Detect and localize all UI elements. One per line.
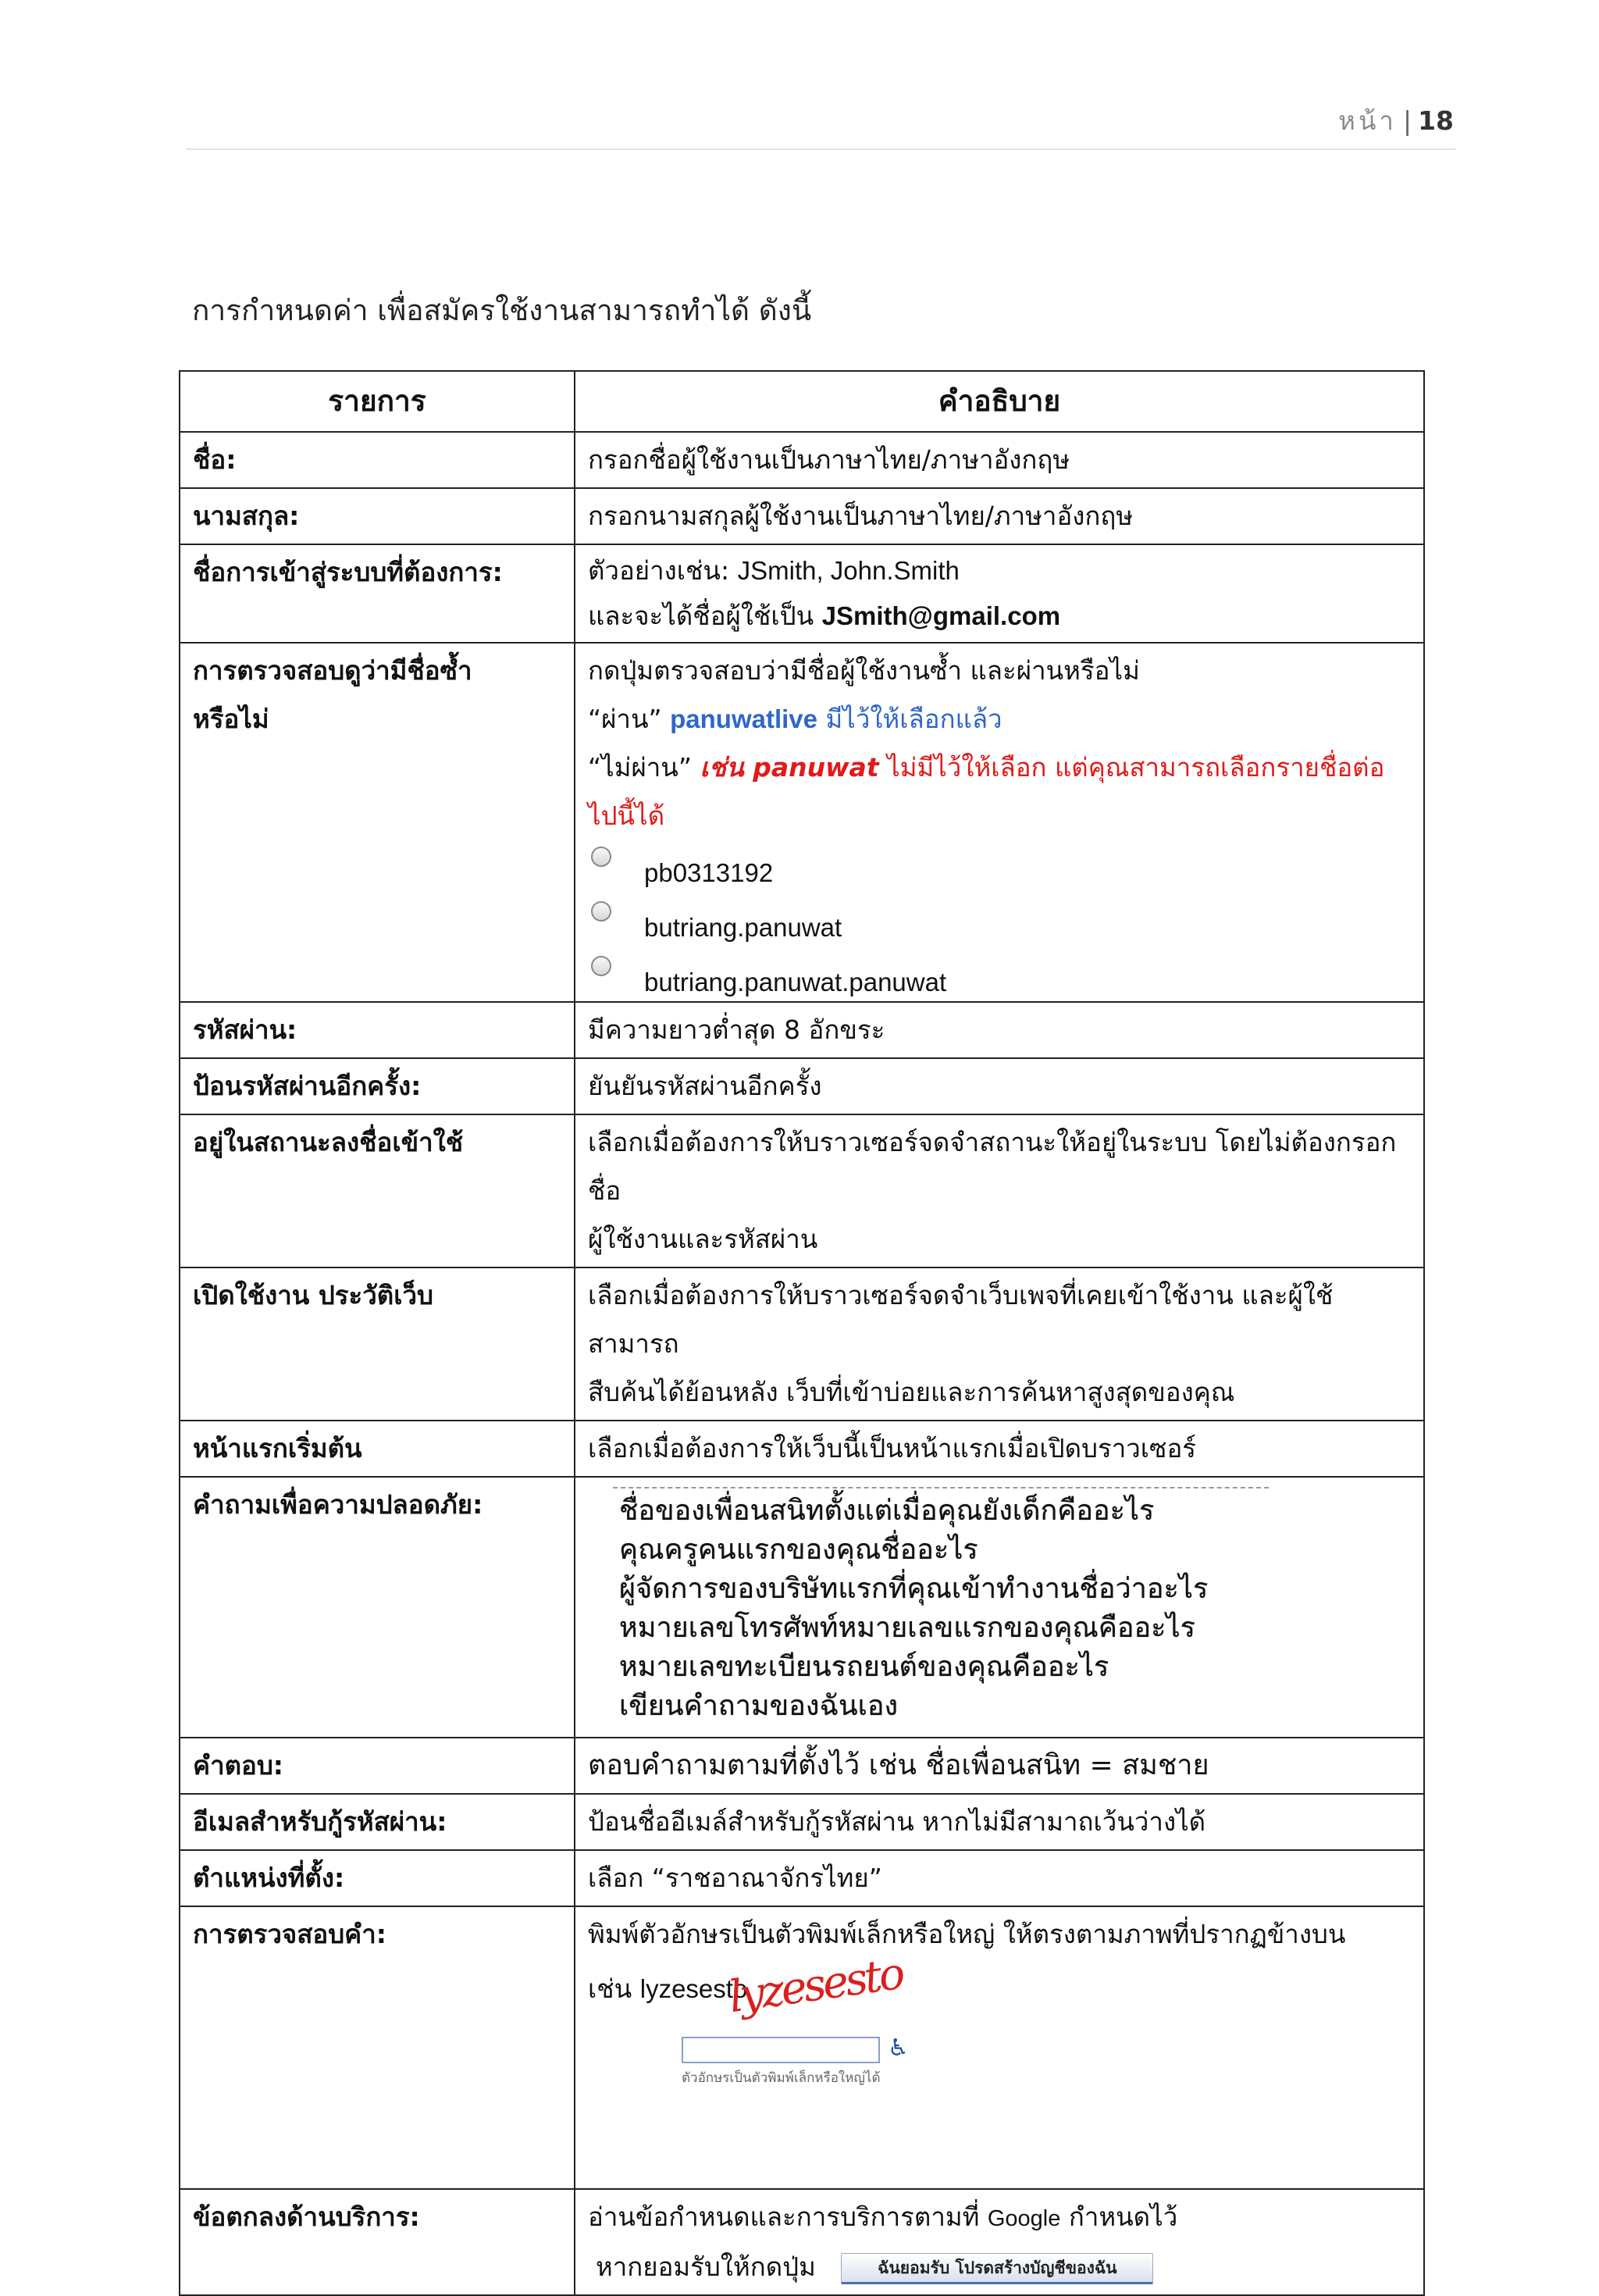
row-label: การตรวจสอบคำ: (180, 1906, 575, 2189)
security-question-option[interactable]: เขียนคำถามของฉันเอง (619, 1690, 899, 1722)
row-label-line2: หรือไม่ (193, 704, 269, 734)
row-description: ยันยันรหัสผ่านอีกครั้ง (575, 1058, 1424, 1114)
row-label: คำถามเพื่อความปลอดภัย: (180, 1477, 575, 1738)
username-option[interactable] (588, 895, 1411, 950)
row-description: เลือก “ราชอาณาจักรไทย” (575, 1850, 1424, 1906)
table-row (180, 643, 1424, 1002)
row-description: กรอกชื่อผู้ใช้งานเป็นภาษาไทย/ภาษาอังกฤษ (575, 432, 1424, 488)
radio-button[interactable] (591, 956, 611, 976)
row-label-line1: การตรวจสอบดูว่ามีชื่อซ้ำ (193, 655, 472, 686)
captcha-image: lyzesesto (725, 1948, 906, 2023)
intro-text: การกำหนดค่า เพื่อสมัครใช้งานสามารถทำได้ ดังนี้ (192, 294, 812, 327)
security-question-option[interactable]: หมายเลขโทรศัพท์หมายเลขแรกของคุณคืออะไร (619, 1612, 1195, 1644)
captcha-instruction: พิมพ์ตัวอักษรเป็นตัวพิมพ์เล็กหรือใหญ่ ให้ตรงตามภาพที่ปรากฏข้างบน (588, 1919, 1346, 1949)
fail-text: ไม่มีไว้ให้เลือก แต่คุณสามารถเลือกรายชื่อต่อไปนี้ได้ (588, 752, 1385, 831)
row-description: มีความยาวต่ำสุด 8 อักขระ (575, 1002, 1424, 1058)
page-word: หน้า (1338, 105, 1397, 136)
table-row (180, 1477, 1424, 1738)
row-label: อีเมลสำหรับกู้รหัสผ่าน: (180, 1794, 575, 1850)
security-question-option[interactable]: คุณครูคนแรกของคุณชื่ออะไร (619, 1534, 978, 1566)
row-description (575, 2189, 1424, 2295)
table-row (180, 544, 1424, 643)
option-label: butriang.panuwat (644, 913, 842, 942)
radio-button[interactable] (591, 847, 611, 867)
table-row (180, 432, 1424, 488)
row-description (575, 544, 1424, 643)
table-row (180, 1058, 1424, 1114)
row-label: ข้อตกลงด้านบริการ: (180, 2189, 575, 2295)
terms-text-end: กำหนดไว้ (1060, 2202, 1178, 2232)
row-label: หน้าแรกเริ่มต้น (180, 1421, 575, 1477)
row-label: ตำแหน่งที่ตั้ง: (180, 1850, 575, 1906)
page-separator: | (1402, 105, 1412, 136)
security-question-option[interactable]: หมายเลขทะเบียนรถยนต์ของคุณคืออะไร (619, 1651, 1109, 1683)
pass-text: มีไว้ให้เลือกแล้ว (825, 704, 1002, 734)
settings-table (179, 370, 1425, 2296)
table-row (180, 1002, 1424, 1058)
accept-create-account-button[interactable]: ฉันยอมรับ โปรดสร้างบัญชีของฉัน (841, 2253, 1153, 2284)
example-prefix: ตัวอย่างเช่น: (588, 555, 738, 586)
captcha-hint: ตัวอักษรเป็นตัวพิมพ์เล็กหรือใหญ่ได้ (682, 2070, 881, 2086)
row-description (575, 643, 1424, 1002)
description-line: ผู้ใช้งานและรหัสผ่าน (588, 1224, 818, 1254)
row-label: ป้อนรหัสผ่านอีกครั้ง: (180, 1058, 575, 1114)
security-question-option[interactable]: ชื่อของเพื่อนสนิทตั้งแต่เมื่อคุณยังเด็กคืออะไร (619, 1495, 1155, 1527)
row-description: เลือกเมื่อต้องการให้เว็บนี้เป็นหน้าแรกเมื่อเปิดบราวเซอร์ (575, 1421, 1424, 1477)
row-description (575, 1477, 1424, 1738)
security-question-list (588, 1481, 1411, 1734)
row-description: ตอบคำถามตามที่ตั้งไว้ เช่น ชื่อเพื่อนสนิท = สมชาย (575, 1738, 1424, 1794)
pass-label: “ผ่าน” (588, 704, 662, 734)
page-number: 18 (1418, 105, 1454, 136)
table-row (180, 488, 1424, 544)
accessibility-icon[interactable]: ♿ (888, 2034, 909, 2062)
captcha-example-word: lyzesesto (639, 1974, 748, 2003)
example-names: JSmith, John.Smith (737, 556, 960, 585)
username-option[interactable] (588, 840, 1411, 895)
example-email: JSmith@gmail.com (821, 601, 1061, 630)
option-label: butriang.panuwat.panuwat (644, 968, 947, 996)
option-label: pb0313192 (644, 858, 774, 887)
table-row (180, 2189, 1424, 2295)
table-row (180, 1738, 1424, 1794)
row-label: นามสกุล: (180, 488, 575, 544)
row-description: ป้อนชื่ออีเมล์สำหรับกู้รหัสผ่าน หากไม่มีสามาถเว้นว่างได้ (575, 1794, 1424, 1850)
row-description (575, 1267, 1424, 1421)
table-header-row (180, 371, 1424, 432)
row-description (575, 1114, 1424, 1267)
accept-instruction: หากยอมรับให้กดปุ่ม (596, 2251, 816, 2282)
row-label: ชื่อ: (180, 432, 575, 488)
description-line: สืบค้นได้ย้อนหลัง เว็บที่เข้าบ่อยและการค้นหาสูงสุดของคุณ (588, 1377, 1235, 1407)
table-row (180, 1906, 1424, 2189)
captcha-input[interactable] (682, 2037, 880, 2063)
terms-text: อ่านข้อกำหนดและการบริการตามที่ (588, 2202, 988, 2232)
fail-label: “ไม่ผ่าน” (588, 752, 692, 783)
radio-button[interactable] (591, 901, 611, 922)
table-row (180, 1421, 1424, 1477)
security-question-option[interactable]: ผู้จัดการของบริษัทแรกที่คุณเข้าทำงานชื่อว่าอะไร (619, 1573, 1209, 1605)
list-top-border (613, 1487, 1269, 1488)
row-description (575, 1906, 1424, 2189)
header-divider (186, 148, 1455, 150)
row-label: เปิดใช้งาน ประวัติเว็บ (180, 1267, 575, 1421)
page-header (1338, 100, 1454, 141)
description-line: เลือกเมื่อต้องการให้บราวเซอร์จดจำสถานะให้อยู่ในระบบ โดยไม่ต้องกรอกชื่อ (588, 1127, 1397, 1206)
row-label: คำตอบ: (180, 1738, 575, 1794)
example-prefix: เช่น (588, 1973, 640, 2004)
result-prefix: และจะได้ชื่อผู้ใช้เป็น (588, 601, 822, 631)
terms-google: Google (987, 2206, 1061, 2231)
check-instruction: กดปุ่มตรวจสอบว่ามีชื่อผู้ใช้งานซ้ำ และผ่านหรือไม่ (588, 655, 1140, 686)
table-row (180, 1267, 1424, 1421)
row-label: อยู่ในสถานะลงชื่อเข้าใช้ (180, 1114, 575, 1267)
fail-example: เช่น panuwat (700, 752, 879, 783)
username-option[interactable] (588, 950, 1411, 998)
table-row (180, 1794, 1424, 1850)
table-row (180, 1850, 1424, 1906)
column-header-description: คำอธิบาย (575, 371, 1424, 432)
column-header-item: รายการ (180, 371, 575, 432)
description-line: เลือกเมื่อต้องการให้บราวเซอร์จดจำเว็บเพจที่เคยเข้าใช้งาน และผู้ใช้สามารถ (588, 1280, 1334, 1359)
pass-username: panuwatlive (670, 704, 818, 733)
row-label: รหัสผ่าน: (180, 1002, 575, 1058)
row-label: ชื่อการเข้าสู่ระบบที่ต้องการ: (180, 544, 575, 643)
table-row (180, 1114, 1424, 1267)
row-label (180, 643, 575, 1002)
row-description: กรอกนามสกุลผู้ใช้งานเป็นภาษาไทย/ภาษาอังกฤษ (575, 488, 1424, 544)
